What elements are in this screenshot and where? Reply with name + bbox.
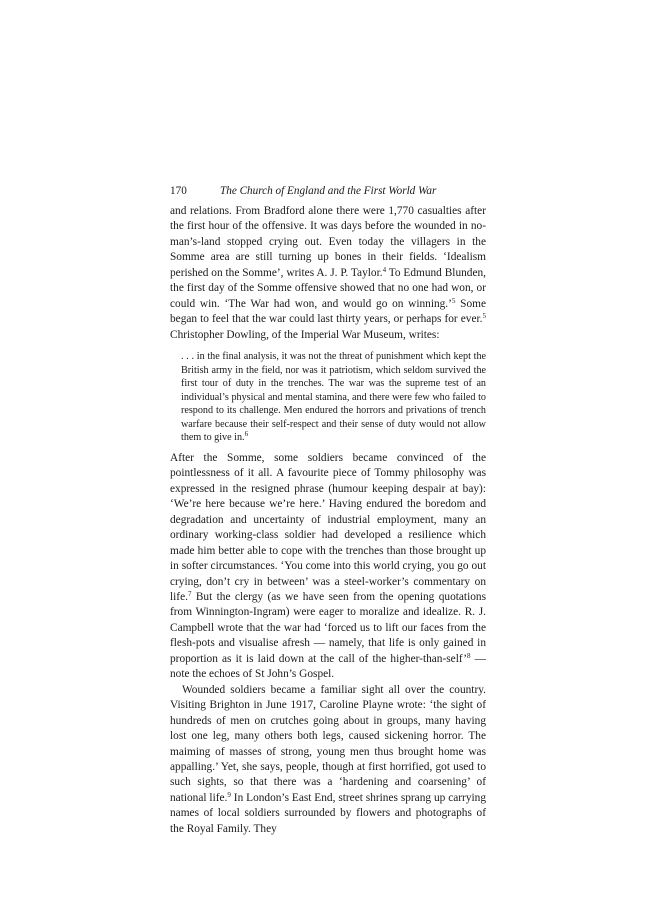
footnote-marker: 5 <box>482 312 486 321</box>
running-header <box>170 183 486 199</box>
text-run: To Edmund Blunden, the first day of the Somme offensive showed that no one had won, or could win. ‘The War had won, and would go on winning.’ <box>170 266 487 310</box>
block-quote-dowling <box>181 350 486 445</box>
footnote-marker: 4 <box>382 265 387 274</box>
page-number: 170 <box>170 185 187 197</box>
text-run: In London’s East End, street shrines sprang up carrying names of local soldiers surrounded by flowers and photographs of the Royal Family. They <box>170 791 486 835</box>
text-run: Christopher Dowling, of the Imperial War Museum, writes: <box>170 328 440 341</box>
text-run: and relations. From Bradford alone there were 1,770 casualties after the first hour of the offensive. It was days before the wounded in no-man’s-land stopped crying out. Even today the villagers in the Somme area are still turning up bones in their fields. ‘Idealism perished on the Somme’, writes A. J. P. Taylor. <box>170 205 486 279</box>
text-run: But the clergy (as we have seen from the opening quotations from Winnington-Ingram) were eager to moralize and idealize. R. J. Campbell wrote that the war had ‘forced us to lift our faces from the flesh-pots and visualise afresh — namely, that life is only gained in proportion as it is laid down at the call of the higher-than-self’ <box>170 590 486 665</box>
text-run: After the Somme, some soldiers became convinced of the pointlessness of it all. A favourite piece of Tommy philosophy was expressed in the resigned phrase (humour keeping despair at bay): ‘We’re here because we’re here.’ Having endured the boredom and degradation and uncertainty of industrial employment, many an ordinary working-class soldier had developed a resilience which made him better able to cope with the trenches than those brought up in softer circumstances. ‘You come into this world crying, you go out crying, don’t cry in between’ was a steel-worker’s commentary on life. <box>170 451 486 603</box>
text-run: . . . in the final analysis, it was not the threat of punishment which kept the British army in the field, nor was it patriotism, which seldom survived the first tour of duty in the trenches. The war was the supreme test of an individual’s physical and mental stamina, and there were few who failed to respond to its challenge. Men endured the horrors and privations of trench warfare because their self-respect and their sense of duty would not allow them to give in. <box>181 351 486 444</box>
paragraph-after-somme <box>170 451 486 683</box>
footnote-marker: 7 <box>187 589 192 598</box>
text-run: — note the echoes of St John’s Gospel. <box>170 652 487 681</box>
book-page <box>170 183 486 837</box>
footnote-marker: 5 <box>451 296 456 305</box>
footnote-marker: 9 <box>227 790 231 799</box>
footnote-marker: 8 <box>467 651 471 660</box>
text-run: Wounded soldiers became a familiar sight all over the country. Visiting Brighton in June 1917, Caroline Playne wrote: ‘the sight of hundreds of men on crutches going about in groups, many having lost one leg, many others both legs, caused sickening horror. The maiming of masses of strong, young men thus brought home was appalling.’ Yet, she says, people, though at first horrified, got used to such sights, so that there was a ‘hardening and coarsening’ of national life. <box>170 683 486 804</box>
footnote-marker: 6 <box>244 430 249 439</box>
paragraph-somme-casualties <box>170 204 486 343</box>
text-run: Some began to feel that the war could last thirty years, or perhaps for ever. <box>170 297 486 326</box>
running-title: The Church of England and the First World War <box>220 185 437 197</box>
paragraph-wounded-soldiers <box>170 683 486 838</box>
